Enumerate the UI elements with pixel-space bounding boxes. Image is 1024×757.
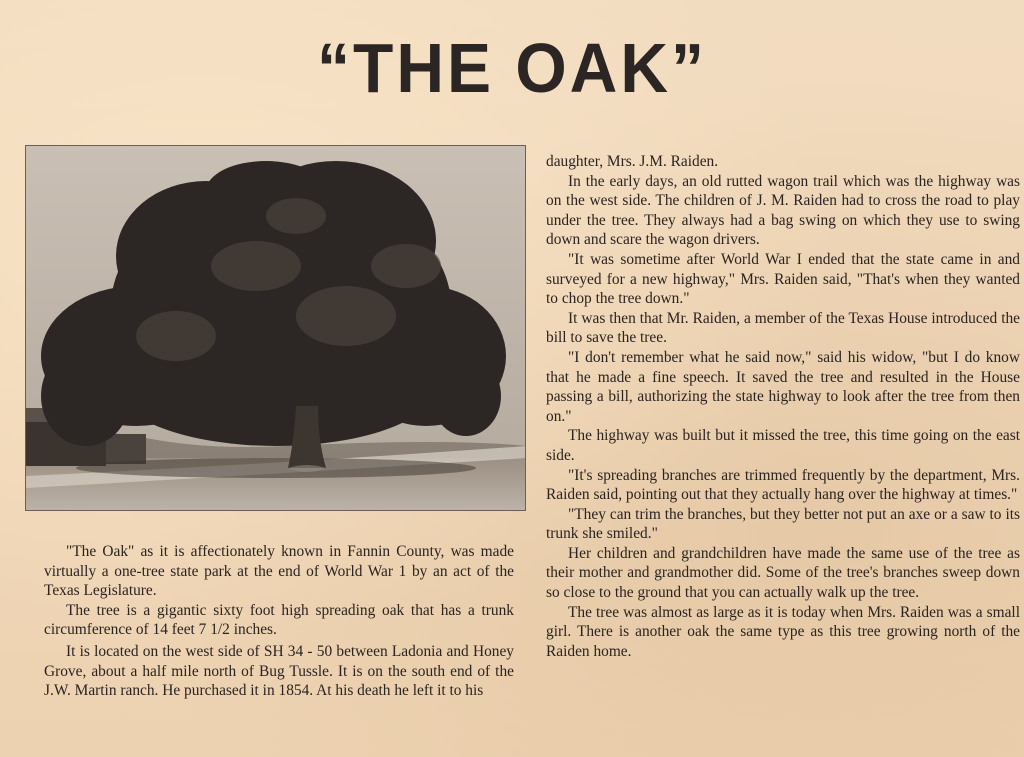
- right-paragraph: Her children and grandchildren have made the same use of the tree as their mother and grandmother did. Some of the tree's branches sweep down so close to the ground that you can actually walk up the tree.: [546, 544, 1020, 602]
- oak-tree-illustration: [26, 146, 526, 511]
- right-continuation: daughter, Mrs. J.M. Raiden.: [546, 153, 719, 170]
- left-paragraph: It is located on the west side of SH 34 - 50 between Ladonia and Honey Grove, about a half mile north of Bug Tussle. It is on the south end of the J.W. Martin ranch. He purchased it in 1854. At his death he left it to his: [44, 642, 514, 700]
- right-paragraph: The highway was built but it missed the tree, this time going on the east side.: [546, 427, 1020, 464]
- oak-tree-photo: [25, 145, 526, 511]
- left-paragraph: The tree is a gigantic sixty foot high spreading oak that has a trunk circumference of 14 feet 7 1/2 inches.: [44, 601, 514, 639]
- right-paragraph: It was then that Mr. Raiden, a member of the Texas House introduced the bill to save the tree.: [546, 309, 1020, 347]
- headline: “THE OAK”: [317, 29, 707, 107]
- right-column: [546, 152, 1020, 661]
- right-paragraph: "It's spreading branches are trimmed frequently by the department, Mrs. Raiden said, pointing out that they actually hang over the highway at times.": [546, 466, 1020, 504]
- right-paragraph: "They can trim the branches, but they better not put an axe or a saw to its trunk she smiled.": [546, 505, 1020, 543]
- left-paragraph: "The Oak" as it is affectionately known in Fannin County, was made virtually a one-tree state park at the end of World War 1 by an act of the Texas Legislature.: [44, 543, 514, 600]
- right-paragraph: "I don't remember what he said now," said his widow, "but I do know that he made a fine speech. It saved the tree and resulted in the House passing a bill, authorizing the state highway to look after the tree from then on.": [546, 348, 1020, 425]
- left-column: [44, 542, 514, 701]
- right-paragraph: "It was sometime after World War I ended that the state came in and surveyed for a new highway," Mrs. Raiden said, "That's when they wanted to chop the tree down.": [546, 250, 1020, 308]
- right-paragraph: In the early days, an old rutted wagon trail which was the highway was on the west side. The children of J. M. Raiden had to cross the road to play under the tree. They always had a bag swing on which they use to swing down and scare the wagon drivers.: [546, 172, 1020, 249]
- right-paragraph: The tree was almost as large as it is today when Mrs. Raiden was a small girl. There is another oak the same type as this tree growing north of the Raiden home.: [546, 603, 1020, 660]
